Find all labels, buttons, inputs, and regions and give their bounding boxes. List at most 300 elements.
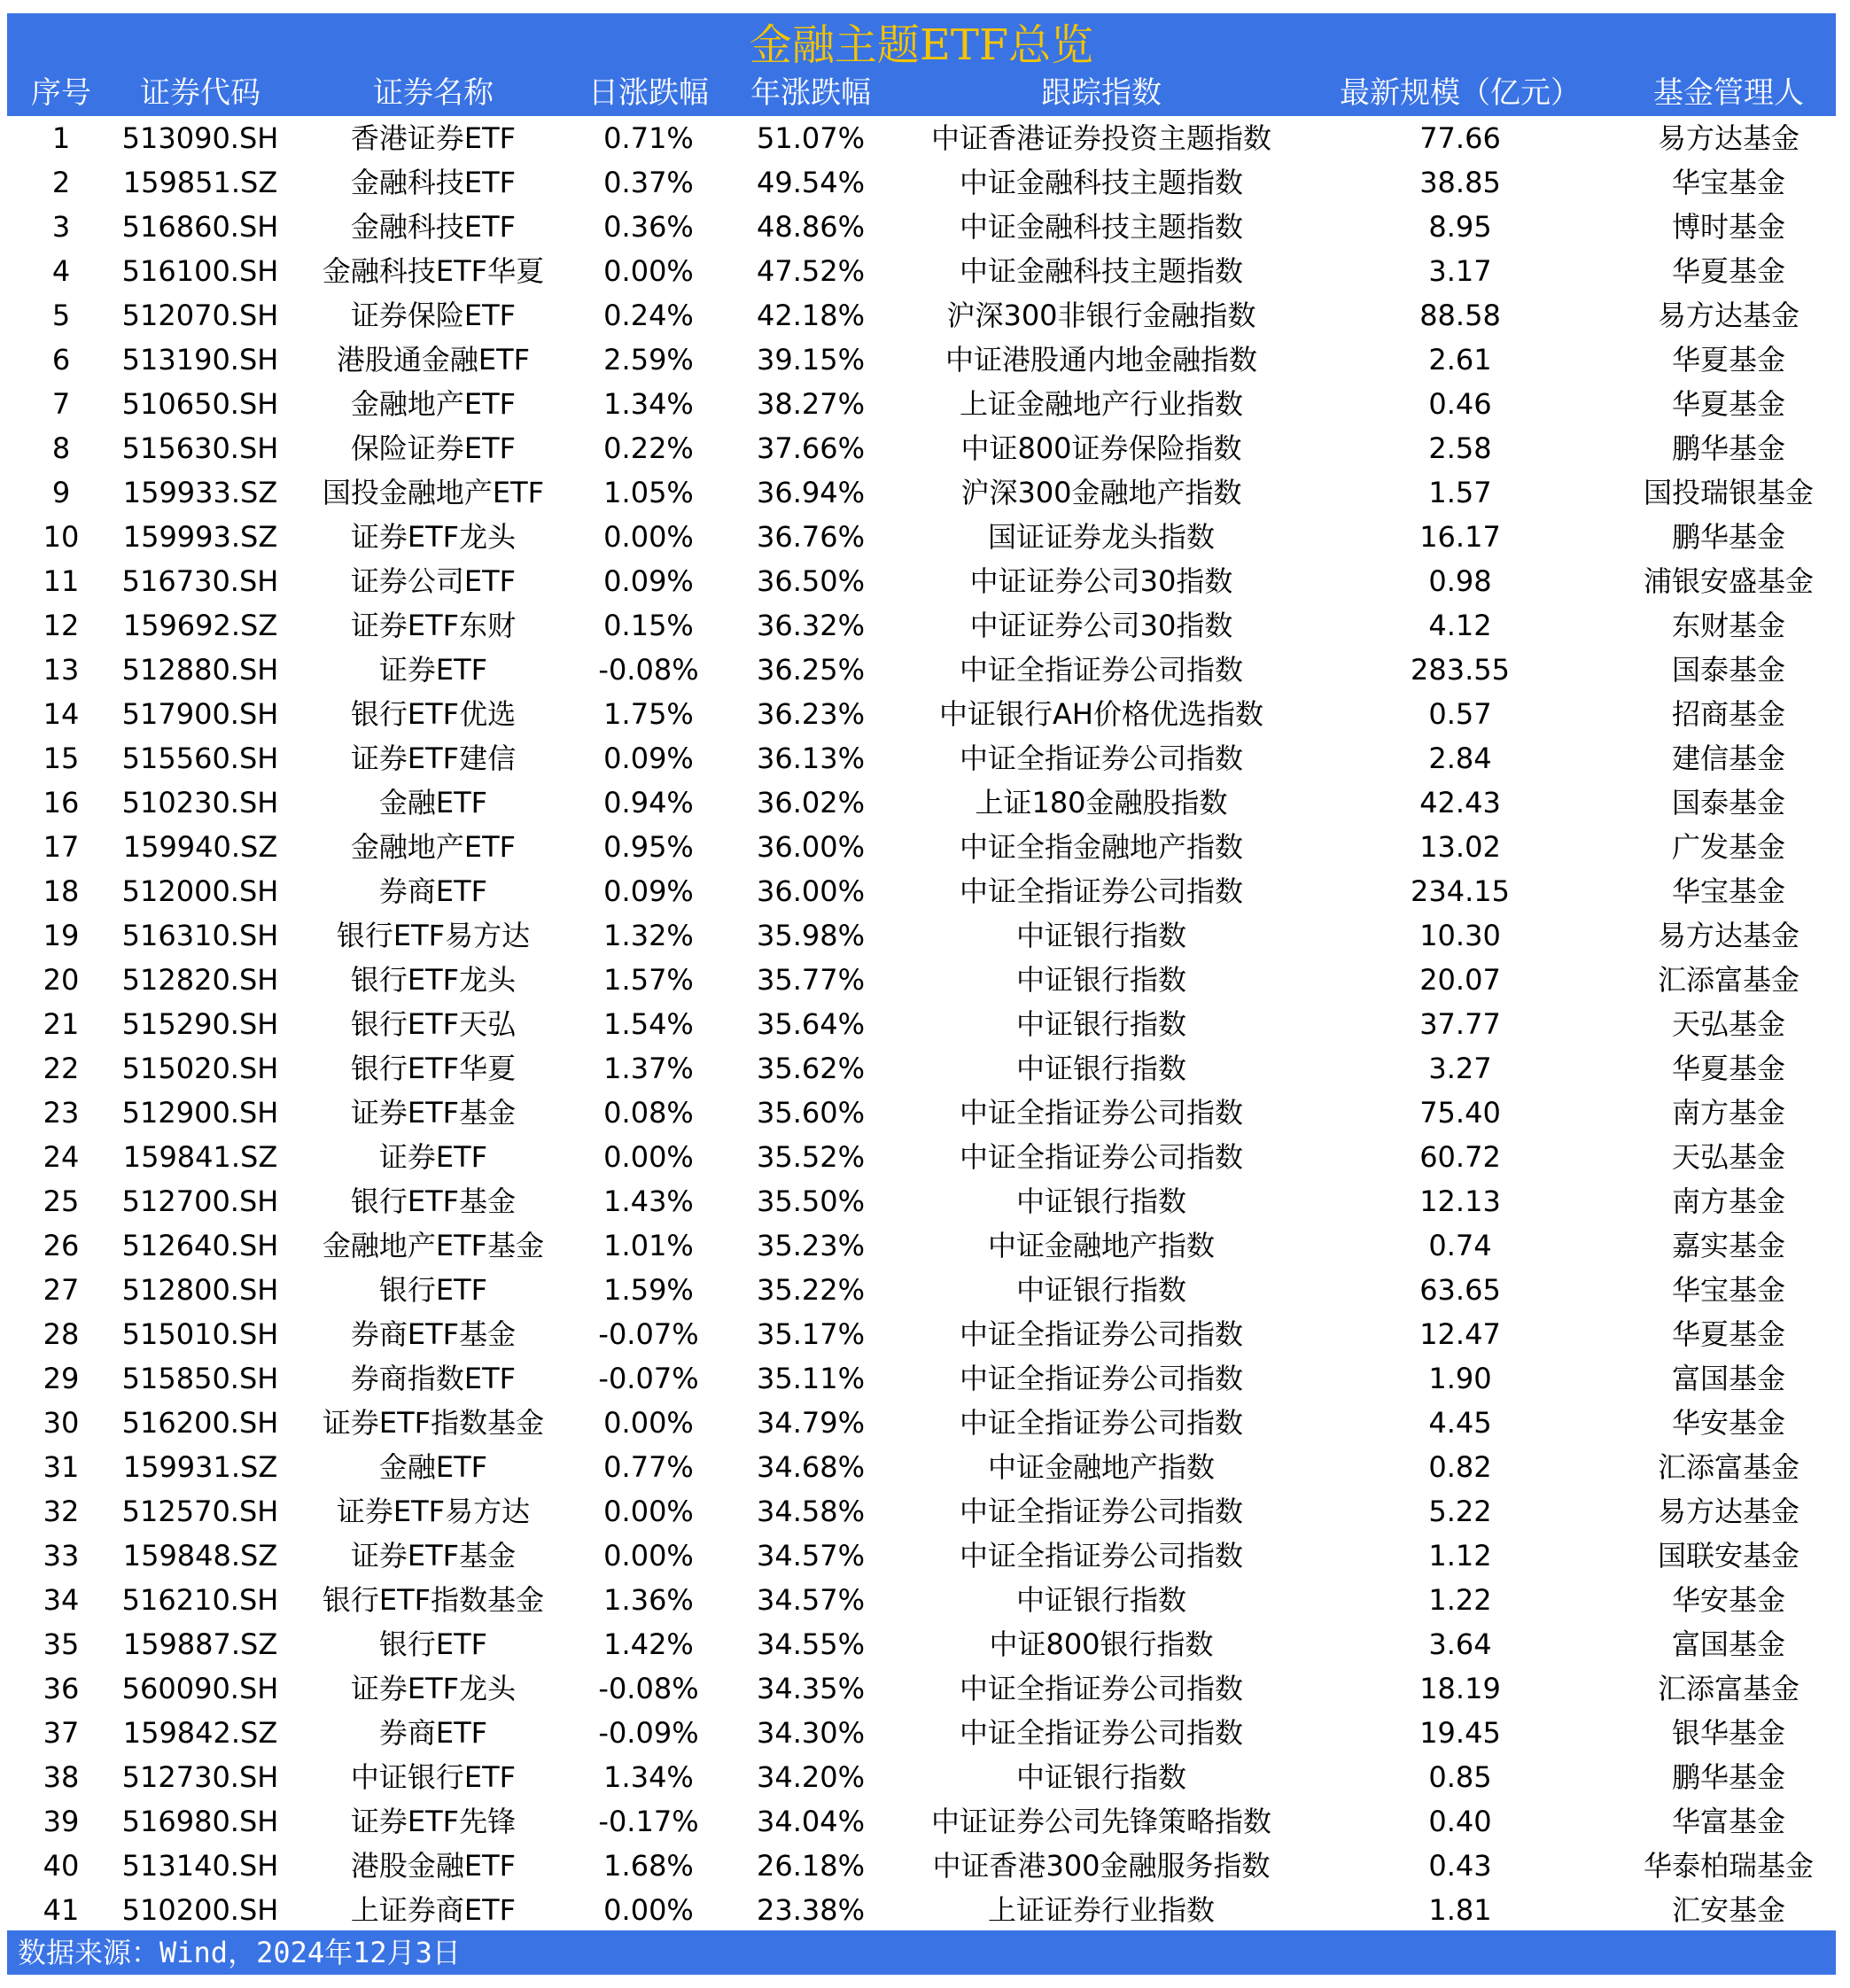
cell-daily-change: 1.01%	[603, 1229, 694, 1262]
cell-manager: 华夏基金	[1671, 1317, 1786, 1351]
cell-daily-change: 0.77%	[603, 1450, 694, 1484]
cell-tracking-index: 中证银行指数	[1015, 1052, 1187, 1085]
data-source-note: 数据来源：Wind，2024年12月3日	[18, 1936, 461, 1969]
cell-scale: 5.22	[1428, 1495, 1492, 1528]
column-header-index: 序号	[31, 75, 91, 111]
cell-manager: 华宝基金	[1671, 1273, 1786, 1307]
table-row	[7, 1091, 1836, 1135]
cell-scale: 1.12	[1428, 1539, 1492, 1573]
table-row	[7, 1445, 1836, 1489]
cell-scale: 20.07	[1419, 963, 1501, 997]
cell-code: 159851.SZ	[122, 166, 278, 199]
table-row	[7, 1223, 1836, 1268]
cell-yearly-change: 35.77%	[756, 963, 866, 997]
cell-tracking-index: 中证800证券保险指数	[960, 431, 1242, 465]
cell-manager: 国联安基金	[1657, 1539, 1800, 1573]
table-row	[7, 470, 1836, 515]
cell-daily-change: 1.32%	[603, 919, 694, 952]
cell-code: 516730.SH	[121, 564, 279, 598]
cell-manager: 博时基金	[1671, 210, 1786, 244]
cell-manager: 嘉实基金	[1671, 1229, 1786, 1262]
table-row	[7, 1622, 1836, 1666]
cell-scale: 8.95	[1428, 210, 1492, 244]
cell-index: 11	[43, 564, 80, 598]
table-row	[7, 1135, 1836, 1179]
column-header-yearly-change: 年涨跌幅	[750, 75, 871, 111]
cell-name: 银行ETF	[378, 1273, 488, 1307]
cell-scale: 0.46	[1428, 387, 1492, 421]
cell-tracking-index: 中证全指证券公司指数	[959, 742, 1244, 775]
cell-scale: 0.74	[1428, 1229, 1492, 1262]
cell-yearly-change: 23.38%	[756, 1893, 866, 1927]
cell-tracking-index: 中证银行指数	[1015, 1184, 1187, 1218]
cell-scale: 4.12	[1428, 609, 1492, 642]
table-row	[7, 1312, 1836, 1356]
cell-daily-change: 0.00%	[603, 1539, 694, 1573]
cell-index: 1	[51, 121, 71, 155]
cell-code: 159931.SZ	[122, 1450, 278, 1484]
cell-name: 银行ETF优选	[350, 697, 517, 731]
cell-index: 9	[51, 476, 71, 509]
cell-daily-change: 0.00%	[603, 1495, 694, 1528]
column-header-tracking-index: 跟踪指数	[1041, 75, 1162, 111]
cell-yearly-change: 35.11%	[756, 1362, 866, 1395]
cell-tracking-index: 中证银行AH价格优选指数	[939, 697, 1263, 731]
cell-manager: 天弘基金	[1671, 1140, 1786, 1174]
cell-manager: 汇安基金	[1671, 1893, 1786, 1927]
cell-daily-change: 0.37%	[603, 166, 694, 199]
cell-manager: 华安基金	[1671, 1583, 1786, 1617]
column-header-code: 证券代码	[140, 75, 260, 111]
cell-daily-change: 0.00%	[603, 254, 694, 288]
cell-index: 14	[43, 697, 80, 731]
cell-daily-change: 0.09%	[603, 874, 694, 908]
cell-name: 金融ETF	[378, 1450, 488, 1484]
cell-yearly-change: 35.17%	[756, 1317, 866, 1351]
table-row	[7, 1356, 1836, 1401]
cell-yearly-change: 37.66%	[756, 431, 866, 465]
cell-tracking-index: 中证金融科技主题指数	[959, 254, 1244, 288]
cell-name: 证券ETF	[378, 653, 488, 687]
cell-name: 上证券商ETF	[350, 1893, 517, 1927]
cell-name: 金融ETF	[378, 786, 488, 819]
cell-daily-change: -0.09%	[598, 1716, 699, 1750]
cell-daily-change: 0.09%	[603, 564, 694, 598]
cell-yearly-change: 35.22%	[756, 1273, 866, 1307]
cell-name: 金融地产ETF	[350, 830, 517, 864]
cell-manager: 华泰柏瑞基金	[1643, 1849, 1815, 1883]
cell-daily-change: -0.17%	[598, 1805, 699, 1838]
cell-index: 40	[43, 1849, 80, 1883]
cell-yearly-change: 34.04%	[756, 1805, 866, 1838]
cell-name: 银行ETF基金	[350, 1184, 517, 1218]
cell-index: 32	[43, 1495, 80, 1528]
table-row	[7, 205, 1836, 249]
cell-code: 513090.SH	[121, 121, 279, 155]
table-row	[7, 825, 1836, 869]
cell-index: 37	[43, 1716, 80, 1750]
cell-name: 银行ETF龙头	[350, 963, 517, 997]
cell-yearly-change: 26.18%	[756, 1849, 866, 1883]
cell-manager: 华宝基金	[1671, 874, 1786, 908]
cell-manager: 汇添富基金	[1657, 1450, 1800, 1484]
cell-scale: 10.30	[1419, 919, 1501, 952]
table-row	[7, 515, 1836, 559]
table-row	[7, 1179, 1836, 1223]
cell-scale: 0.57	[1428, 697, 1492, 731]
cell-index: 10	[43, 520, 80, 554]
cell-daily-change: -0.08%	[598, 1672, 699, 1705]
cell-scale: 60.72	[1419, 1140, 1501, 1174]
cell-index: 8	[51, 431, 71, 465]
cell-code: 512730.SH	[121, 1760, 279, 1794]
cell-yearly-change: 36.50%	[756, 564, 866, 598]
table-row	[7, 382, 1836, 426]
cell-index: 13	[43, 653, 80, 687]
cell-name: 港股通金融ETF	[336, 343, 531, 377]
cell-daily-change: 0.00%	[603, 1406, 694, 1440]
cell-manager: 鹏华基金	[1671, 431, 1786, 465]
cell-tracking-index: 中证全指证券公司指数	[959, 1672, 1244, 1705]
cell-index: 33	[43, 1539, 80, 1573]
cell-tracking-index: 中证全指证券公司指数	[959, 1096, 1244, 1130]
cell-code: 512570.SH	[121, 1495, 279, 1528]
table-row	[7, 692, 1836, 736]
cell-code: 512880.SH	[121, 653, 279, 687]
cell-index: 15	[43, 742, 80, 775]
cell-daily-change: 0.95%	[603, 830, 694, 864]
cell-code: 512640.SH	[121, 1229, 279, 1262]
cell-daily-change: 0.24%	[603, 299, 694, 332]
cell-yearly-change: 35.50%	[756, 1184, 866, 1218]
cell-name: 证券公司ETF	[350, 564, 517, 598]
cell-code: 513190.SH	[121, 343, 279, 377]
cell-tracking-index: 中证香港证券投资主题指数	[930, 121, 1272, 155]
cell-name: 证券ETF	[378, 1140, 488, 1174]
cell-tracking-index: 上证证券行业指数	[987, 1893, 1216, 1927]
cell-index: 5	[51, 299, 71, 332]
cell-code: 159933.SZ	[122, 476, 278, 509]
cell-scale: 0.98	[1428, 564, 1492, 598]
cell-code: 512820.SH	[121, 963, 279, 997]
cell-name: 证券ETF龙头	[350, 1672, 517, 1705]
cell-name: 港股金融ETF	[350, 1849, 517, 1883]
cell-name: 金融地产ETF基金	[322, 1229, 545, 1262]
cell-yearly-change: 36.02%	[756, 786, 866, 819]
cell-daily-change: 1.05%	[603, 476, 694, 509]
table-row	[7, 1489, 1836, 1534]
cell-code: 512700.SH	[121, 1184, 279, 1218]
cell-code: 159692.SZ	[122, 609, 278, 642]
cell-tracking-index: 中证证券公司30指数	[969, 564, 1233, 598]
cell-name: 金融科技ETF华夏	[322, 254, 545, 288]
cell-yearly-change: 38.27%	[756, 387, 866, 421]
cell-yearly-change: 34.55%	[756, 1627, 866, 1661]
cell-scale: 3.64	[1428, 1627, 1492, 1661]
cell-name: 银行ETF天弘	[350, 1007, 517, 1041]
cell-daily-change: 1.34%	[603, 1760, 694, 1794]
cell-name: 券商ETF	[378, 1716, 488, 1750]
cell-code: 515560.SH	[121, 742, 279, 775]
cell-manager: 东财基金	[1671, 609, 1786, 642]
table-header-band	[7, 13, 1836, 116]
cell-yearly-change: 34.30%	[756, 1716, 866, 1750]
cell-manager: 鹏华基金	[1671, 520, 1786, 554]
cell-code: 516100.SH	[121, 254, 279, 288]
cell-name: 金融科技ETF	[350, 166, 517, 199]
table-row	[7, 648, 1836, 692]
cell-name: 国投金融地产ETF	[322, 476, 545, 509]
cell-manager: 国投瑞银基金	[1643, 476, 1815, 509]
cell-yearly-change: 51.07%	[756, 121, 866, 155]
cell-code: 159848.SZ	[122, 1539, 278, 1573]
cell-index: 23	[43, 1096, 80, 1130]
cell-daily-change: 1.57%	[603, 963, 694, 997]
table-row	[7, 1401, 1836, 1445]
cell-daily-change: 1.59%	[603, 1273, 694, 1307]
table-row	[7, 1711, 1836, 1755]
cell-scale: 38.85	[1419, 166, 1501, 199]
cell-scale: 1.57	[1428, 476, 1492, 509]
cell-code: 512900.SH	[121, 1096, 279, 1130]
cell-yearly-change: 36.94%	[756, 476, 866, 509]
cell-code: 516210.SH	[121, 1583, 279, 1617]
cell-daily-change: -0.07%	[598, 1362, 699, 1395]
cell-daily-change: 0.00%	[603, 1893, 694, 1927]
cell-tracking-index: 中证金融科技主题指数	[959, 210, 1244, 244]
cell-daily-change: 0.00%	[603, 520, 694, 554]
cell-index: 29	[43, 1362, 80, 1395]
cell-index: 2	[51, 166, 71, 199]
cell-tracking-index: 中证全指证券公司指数	[959, 1716, 1244, 1750]
cell-manager: 华夏基金	[1671, 343, 1786, 377]
cell-index: 21	[43, 1007, 80, 1041]
cell-tracking-index: 中证全指证券公司指数	[959, 1495, 1244, 1528]
cell-name: 证券ETF龙头	[350, 520, 517, 554]
cell-scale: 63.65	[1419, 1273, 1501, 1307]
cell-manager: 银华基金	[1671, 1716, 1786, 1750]
cell-tracking-index: 中证全指证券公司指数	[959, 1406, 1244, 1440]
cell-name: 证券ETF东财	[350, 609, 517, 642]
cell-index: 31	[43, 1450, 80, 1484]
cell-index: 28	[43, 1317, 80, 1351]
cell-daily-change: 0.71%	[603, 121, 694, 155]
cell-name: 中证银行ETF	[350, 1760, 517, 1794]
cell-index: 36	[43, 1672, 80, 1705]
cell-code: 510650.SH	[121, 387, 279, 421]
cell-daily-change: 1.37%	[603, 1052, 694, 1085]
column-header-scale: 最新规模（亿元）	[1340, 75, 1581, 111]
cell-tracking-index: 中证香港300金融服务指数	[932, 1849, 1271, 1883]
cell-tracking-index: 中证金融地产指数	[987, 1229, 1216, 1262]
cell-code: 516200.SH	[121, 1406, 279, 1440]
cell-yearly-change: 36.76%	[756, 520, 866, 554]
cell-daily-change: 1.75%	[603, 697, 694, 731]
cell-tracking-index: 沪深300非银行金融指数	[946, 299, 1256, 332]
cell-tracking-index: 中证全指证券公司指数	[959, 1539, 1244, 1573]
cell-index: 3	[51, 210, 71, 244]
cell-yearly-change: 36.25%	[756, 653, 866, 687]
cell-code: 513140.SH	[121, 1849, 279, 1883]
column-header-daily-change: 日涨跌幅	[588, 75, 709, 111]
cell-index: 7	[51, 387, 71, 421]
cell-code: 516310.SH	[121, 919, 279, 952]
cell-tracking-index: 中证全指证券公司指数	[959, 874, 1244, 908]
cell-yearly-change: 35.52%	[756, 1140, 866, 1174]
cell-index: 12	[43, 609, 80, 642]
cell-tracking-index: 沪深300金融地产指数	[960, 476, 1242, 509]
cell-daily-change: -0.08%	[598, 653, 699, 687]
cell-scale: 75.40	[1419, 1096, 1501, 1130]
cell-daily-change: 2.59%	[603, 343, 694, 377]
column-header-manager: 基金管理人	[1653, 75, 1804, 111]
table-row	[7, 913, 1836, 958]
cell-index: 6	[51, 343, 71, 377]
table-row	[7, 1534, 1836, 1578]
cell-code: 515630.SH	[121, 431, 279, 465]
table-row	[7, 1888, 1836, 1932]
cell-scale: 19.45	[1419, 1716, 1501, 1750]
cell-yearly-change: 36.00%	[756, 874, 866, 908]
table-row	[7, 426, 1836, 470]
table-row	[7, 1666, 1836, 1711]
cell-code: 159887.SZ	[122, 1627, 278, 1661]
cell-scale: 2.58	[1428, 431, 1492, 465]
cell-manager: 南方基金	[1671, 1184, 1786, 1218]
cell-index: 19	[43, 919, 80, 952]
cell-code: 560090.SH	[121, 1672, 279, 1705]
cell-manager: 鹏华基金	[1671, 1760, 1786, 1794]
cell-index: 20	[43, 963, 80, 997]
cell-manager: 浦银安盛基金	[1643, 564, 1815, 598]
cell-code: 159993.SZ	[122, 520, 278, 554]
cell-tracking-index: 中证全指证券公司指数	[959, 653, 1244, 687]
cell-index: 27	[43, 1273, 80, 1307]
cell-scale: 2.84	[1428, 742, 1492, 775]
cell-scale: 1.22	[1428, 1583, 1492, 1617]
cell-manager: 华宝基金	[1671, 166, 1786, 199]
cell-name: 证券ETF基金	[350, 1096, 517, 1130]
cell-yearly-change: 34.57%	[756, 1583, 866, 1617]
table-row	[7, 1268, 1836, 1312]
cell-scale: 3.17	[1428, 254, 1492, 288]
cell-tracking-index: 中证证券公司先锋策略指数	[930, 1805, 1272, 1838]
cell-code: 515020.SH	[121, 1052, 279, 1085]
cell-code: 512000.SH	[121, 874, 279, 908]
cell-index: 17	[43, 830, 80, 864]
cell-name: 证券ETF建信	[350, 742, 517, 775]
table-row	[7, 1755, 1836, 1799]
cell-name: 证券ETF先锋	[350, 1805, 517, 1838]
cell-scale: 42.43	[1419, 786, 1501, 819]
cell-yearly-change: 49.54%	[756, 166, 866, 199]
cell-scale: 3.27	[1428, 1052, 1492, 1085]
cell-code: 159842.SZ	[122, 1716, 278, 1750]
cell-manager: 广发基金	[1671, 830, 1786, 864]
cell-yearly-change: 47.52%	[756, 254, 866, 288]
cell-manager: 富国基金	[1671, 1627, 1786, 1661]
cell-index: 16	[43, 786, 80, 819]
cell-yearly-change: 36.00%	[756, 830, 866, 864]
cell-tracking-index: 中证全指证券公司指数	[959, 1362, 1244, 1395]
cell-manager: 富国基金	[1671, 1362, 1786, 1395]
cell-name: 证券ETF易方达	[336, 1495, 531, 1528]
cell-scale: 0.82	[1428, 1450, 1492, 1484]
cell-yearly-change: 48.86%	[756, 210, 866, 244]
cell-index: 35	[43, 1627, 80, 1661]
cell-index: 22	[43, 1052, 80, 1085]
table-row	[7, 603, 1836, 648]
table-row	[7, 1844, 1836, 1888]
etf-table-body	[7, 116, 1836, 1932]
cell-scale: 4.45	[1428, 1406, 1492, 1440]
cell-manager: 华夏基金	[1671, 254, 1786, 288]
cell-yearly-change: 39.15%	[756, 343, 866, 377]
cell-code: 516980.SH	[121, 1805, 279, 1838]
table-row	[7, 736, 1836, 780]
cell-daily-change: 0.15%	[603, 609, 694, 642]
cell-scale: 2.61	[1428, 343, 1492, 377]
table-row	[7, 160, 1836, 205]
cell-name: 证券保险ETF	[350, 299, 517, 332]
cell-index: 24	[43, 1140, 80, 1174]
cell-manager: 华夏基金	[1671, 387, 1786, 421]
cell-manager: 招商基金	[1671, 697, 1786, 731]
cell-code: 159940.SZ	[122, 830, 278, 864]
cell-daily-change: 1.43%	[603, 1184, 694, 1218]
cell-index: 30	[43, 1406, 80, 1440]
cell-daily-change: 0.22%	[603, 431, 694, 465]
cell-index: 38	[43, 1760, 80, 1794]
cell-code: 512800.SH	[121, 1273, 279, 1307]
cell-yearly-change: 34.35%	[756, 1672, 866, 1705]
table-row	[7, 1578, 1836, 1622]
cell-yearly-change: 34.20%	[756, 1760, 866, 1794]
cell-daily-change: 1.36%	[603, 1583, 694, 1617]
table-row	[7, 559, 1836, 603]
cell-tracking-index: 中证全指金融地产指数	[959, 830, 1244, 864]
cell-manager: 华富基金	[1671, 1805, 1786, 1838]
cell-yearly-change: 34.79%	[756, 1406, 866, 1440]
cell-tracking-index: 中证银行指数	[1015, 1583, 1187, 1617]
cell-name: 银行ETF指数基金	[322, 1583, 545, 1617]
cell-index: 41	[43, 1893, 80, 1927]
cell-code: 517900.SH	[121, 697, 279, 731]
cell-index: 26	[43, 1229, 80, 1262]
cell-yearly-change: 34.68%	[756, 1450, 866, 1484]
cell-daily-change: 0.09%	[603, 742, 694, 775]
cell-yearly-change: 34.57%	[756, 1539, 866, 1573]
cell-yearly-change: 35.62%	[756, 1052, 866, 1085]
table-row	[7, 249, 1836, 293]
table-row	[7, 338, 1836, 382]
cell-daily-change: 0.94%	[603, 786, 694, 819]
cell-tracking-index: 上证金融地产行业指数	[959, 387, 1244, 421]
cell-name: 券商ETF	[378, 874, 488, 908]
cell-index: 4	[51, 254, 71, 288]
table-row	[7, 780, 1836, 825]
cell-daily-change: 0.00%	[603, 1140, 694, 1174]
cell-manager: 华夏基金	[1671, 1052, 1786, 1085]
cell-tracking-index: 中证银行指数	[1015, 1760, 1187, 1794]
column-headers	[7, 72, 1836, 114]
cell-daily-change: 1.42%	[603, 1627, 694, 1661]
cell-manager: 国泰基金	[1671, 653, 1786, 687]
table-row	[7, 1046, 1836, 1091]
page-title: 金融主题ETF总览	[749, 20, 1094, 70]
cell-index: 34	[43, 1583, 80, 1617]
table-row	[7, 869, 1836, 913]
